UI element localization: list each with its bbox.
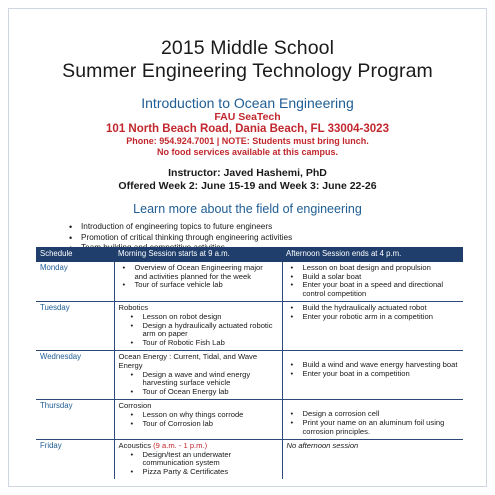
food-note: No food services available at this campus. [156,147,339,157]
morning-list [119,264,278,290]
schedule-table [36,247,463,479]
schedule-header-row [36,247,463,262]
day-label: Wednesday [36,351,114,400]
afternoon-cell [282,351,463,400]
afternoon-list [287,264,460,298]
afternoon-item: • Enter your boat in a competition [287,370,460,379]
morning-item: • Tour of surface vehicle lab [119,281,278,290]
morning-cell [114,262,282,302]
afternoon-item: • Design a corrosion cell [287,410,460,419]
morning-topic: Acoustics [118,441,151,451]
morning-list [119,411,278,428]
session-time-note: (9 a.m. - 1 p.m.) [153,441,208,451]
day-label: Thursday [36,400,114,440]
morning-topic: Robotics [118,303,149,313]
afternoon-item: • Build a wind and wave energy harvesting boat [287,361,460,370]
schedule-row-friday [36,440,463,480]
afternoon-item: • Lesson on boat design and propulsion [287,264,460,273]
morning-item: • Tour of Corrosion lab [119,420,278,429]
morning-list [119,451,278,477]
page-title-line2: Summer Engineering Technology Program [62,60,433,82]
afternoon-list [287,361,460,378]
day-label: Friday [36,440,114,480]
title-block [9,37,486,83]
afternoon-cell [282,302,463,351]
no-afternoon-note: No afternoon session [286,441,359,451]
offered-weeks: Offered Week 2: June 15-19 and Week 3: June 22-26 [118,180,377,192]
afternoon-item: • Print your name on an aluminum foil using corrosion principles. [287,419,460,436]
afternoon-item: • Enter your boat in a speed and directional control competition [287,281,460,298]
morning-cell [114,302,282,351]
morning-item: • Tour of Robotic Fish Lab [119,339,278,348]
morning-item: • Lesson on why things corrode [119,411,278,420]
afternoon-item: • Build the hydraulically actuated robot [287,304,460,313]
phone-note: Phone: 954.924.7001 | NOTE: Students must bring lunch. [126,136,369,146]
schedule-row-wednesday [36,351,463,400]
afternoon-item: • Build a solar boat [287,273,460,282]
day-label: Monday [36,262,114,302]
morning-topic: Ocean Energy : Current, Tidal, and Wave Energy [118,352,258,370]
intro-bullet: • Introduction of engineering topics to future engineers [69,222,486,233]
morning-list [119,371,278,397]
morning-cell [114,440,282,480]
morning-item: • Design a wave and wind energy harvesting surface vehicle [119,371,278,388]
flyer-page [8,8,487,487]
afternoon-header: Afternoon Session ends at 4 p.m. [282,247,463,262]
morning-item: • Overview of Ocean Engineering major and activities planned for the week [119,264,278,281]
day-label: Tuesday [36,302,114,351]
intro-bullet: • Promotion of critical thinking through engineering activities [69,233,486,244]
schedule-header: Schedule [36,247,114,262]
course-title: Introduction to Ocean Engineering [141,95,354,111]
course-org: FAU SeaTech [214,111,281,123]
morning-item: • Tour of Ocean Energy lab [119,388,278,397]
afternoon-item: • Enter your robotic arm in a competition [287,313,460,322]
morning-item: • Design/test an underwater communication system [119,451,278,468]
page-title-line1: 2015 Middle School [160,37,335,59]
afternoon-cell [282,400,463,440]
afternoon-cell [282,440,463,480]
schedule-row-monday [36,262,463,302]
morning-topic: Corrosion [118,401,152,411]
morning-item: • Lesson on robot design [119,313,278,322]
afternoon-list [287,410,460,436]
schedule-row-tuesday [36,302,463,351]
learn-more-heading: Learn more about the field of engineering [133,202,362,216]
morning-header: Morning Session starts at 9 a.m. [114,247,282,262]
course-address: 101 North Beach Road, Dania Beach, FL 33004-3023 [106,123,389,135]
afternoon-cell [282,262,463,302]
morning-item: • Design a hydraulically actuated robotic arm on paper [119,322,278,339]
schedule-row-thursday [36,400,463,440]
morning-list [119,313,278,347]
afternoon-list [287,304,460,321]
instructor: Instructor: Javed Hashemi, PhD [168,167,327,179]
morning-cell [114,400,282,440]
morning-item: • Pizza Party & Certificates [119,468,278,477]
morning-cell [114,351,282,400]
